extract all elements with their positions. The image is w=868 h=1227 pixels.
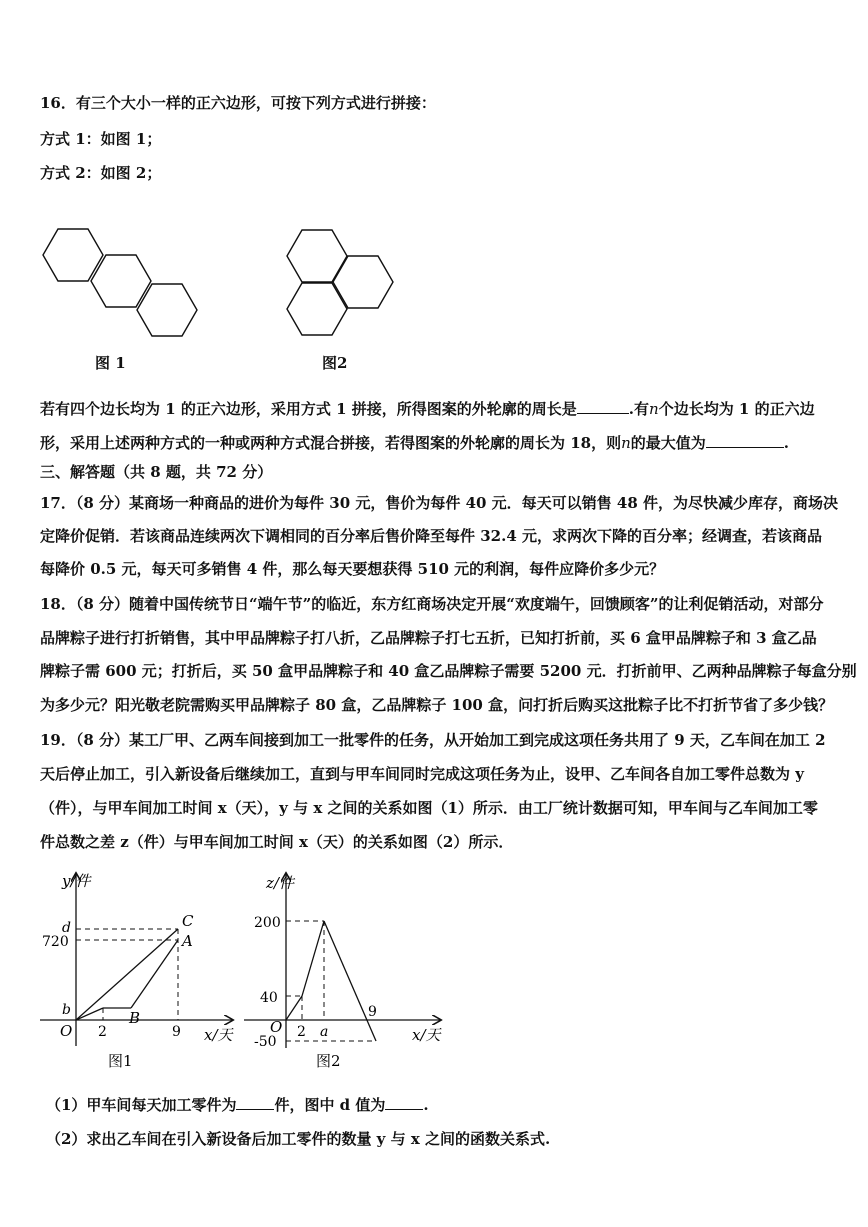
graph-2 (240, 866, 450, 1078)
q18-line1: 18．（8 分）随着中国传统节日“端午节”的临近，东方红商场决定开展“欢度端午，回馈顾客”的让利促销活动，对部分 (40, 595, 824, 613)
q16-text-e: 的最大值为 (630, 434, 706, 452)
q17-line1: 17．（8 分）某商场一种商品的进价为每件 30 元，售价为每件 40 元．每天可以销售 48 件，为尽快减少库存，商场决 (40, 494, 838, 512)
y-axis-label: y/件 (62, 872, 91, 890)
tick-d: d (62, 920, 71, 936)
answer-blank-daily[interactable] (236, 1094, 274, 1110)
q19-line4: 件总数之差 z（件）与甲车间加工时间 x（天）的关系如图（2）所示． (40, 833, 514, 851)
hexagon-figure-2 (282, 222, 407, 347)
line-OC (76, 929, 178, 1020)
q19-line3: （件），与甲车间加工时间 x（天），y 与 x 之间的关系如图（1）所示．由工厂统计数据可知，甲车间与乙车间加工零 (40, 799, 818, 817)
graph-1-caption: 图1 (108, 1052, 133, 1070)
tick-b: b (62, 1002, 71, 1018)
q17-line2: 定降价促销．若该商品连续两次下调相同的百分率后售价降至每件 32.4 元，求两次下降的百分率；经调查，若该商品 (40, 527, 822, 545)
q16-text-c: 个边长均为 1 的正六边 (658, 400, 815, 418)
q19-line2: 天后停止加工，引入新设备后继续加工，直到与甲车间同时完成这项任务为止，设甲、乙车间各自加工零件总数为 y (40, 765, 804, 783)
q16-text-a: 若有四个边长均为 1 的正六边形，采用方式 1 拼接，所得图案的外轮廓的周长是 (40, 400, 577, 418)
y-axis-label: z/件 (266, 874, 294, 892)
q16-text-b: .有 (628, 400, 650, 418)
graph-1 (36, 866, 236, 1078)
q18-line4: 为多少元？阳光敬老院需购买甲品牌粽子 80 盒，乙品牌粽子 100 盒，问打折后购买这批粽子比不打折节省了多少钱？ (40, 696, 834, 714)
line-up-to-200 (302, 921, 324, 996)
q19-sub1-b: 件，图中 d 值为 (274, 1096, 386, 1114)
q19-sub1-a: （1）甲车间每天加工零件为 (46, 1096, 237, 1114)
graph-2-caption: 图2 (316, 1052, 341, 1070)
var-n-2: n (621, 434, 631, 452)
line-O-to-40 (286, 996, 302, 1020)
q19-line1: 19．（8 分）某工厂甲、乙两车间接到加工一批零件的任务，从开始加工到完成这项任务共用了 9 天，乙车间在加工 2 (40, 731, 826, 749)
answer-blank-max-n[interactable] (706, 432, 784, 448)
hexagon-1 (43, 229, 103, 281)
figure-1-caption: 图 1 (95, 354, 126, 372)
point-C-label: C (182, 912, 194, 930)
q16-way2: 方式 2：如图 2； (40, 164, 162, 182)
q16-stem: 16．有三个大小一样的正六边形，可按下列方式进行拼接： (40, 94, 436, 112)
tick-720: 720 (42, 934, 69, 950)
q16-text-line1 (40, 398, 815, 419)
tick-a: a (320, 1024, 329, 1040)
q19-sub1-c: . (423, 1096, 429, 1114)
tick-200: 200 (254, 915, 281, 931)
tick-2: 2 (98, 1024, 107, 1040)
tick-9: 9 (172, 1024, 181, 1040)
q18-line3: 牌粽子需 600 元；打折后，买 50 盒甲品牌粽子和 40 盒乙品牌粽子需要 5200 元．打折前甲、乙两种品牌粽子每盒分别 (40, 662, 857, 680)
answer-blank-d[interactable] (385, 1094, 423, 1110)
tick-neg50: -50 (254, 1034, 277, 1050)
section-title: 三、解答题（共 8 题，共 72 分） (40, 463, 273, 481)
tick-40: 40 (260, 990, 278, 1006)
origin-label: O (60, 1022, 73, 1040)
hexagon-2 (91, 255, 151, 307)
q18-line2: 品牌粽子进行打折销售，其中甲品牌粽子打八折，乙品牌粽子打七五折，已知打折前，买 6 盒甲品牌粽子和 3 盒乙品 (40, 629, 817, 647)
line-O-to-b (76, 1008, 103, 1020)
tick-2: 2 (297, 1024, 306, 1040)
hexagon-figure-1 (36, 222, 206, 347)
hexagon-3 (137, 284, 197, 336)
q16-text-f: . (783, 434, 790, 452)
q16-way1: 方式 1：如图 1； (40, 130, 162, 148)
x-axis-label: x/天 (412, 1026, 441, 1044)
q19-sub2: （2）求出乙车间在引入新设备后加工零件的数量 y 与 x 之间的函数关系式. (46, 1130, 551, 1148)
q19-sub1 (46, 1094, 429, 1115)
q16-text-line2 (40, 432, 789, 453)
q16-text-d: 形，采用上述两种方式的一种或两种方式混合拼接，若得图案的外轮廓的周长为 18，则 (40, 434, 622, 452)
q17-line3: 每降价 0.5 元，每天可多销售 4 件，那么每天要想获得 510 元的利润，每件应降价多少元？ (40, 560, 665, 578)
point-B-label: B (129, 1009, 141, 1027)
answer-blank-perimeter[interactable] (577, 398, 629, 414)
line-down-to-neg50 (324, 921, 376, 1041)
origin-label: O (270, 1018, 283, 1036)
point-A-label: A (182, 932, 193, 950)
x-axis-label: x/天 (204, 1026, 233, 1044)
tick-9: 9 (368, 1004, 377, 1020)
var-n: n (649, 400, 659, 418)
figure-2-caption: 图2 (322, 354, 348, 372)
